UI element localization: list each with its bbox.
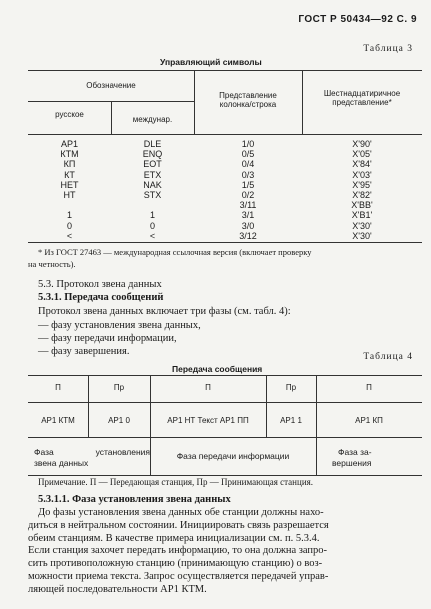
t3-row-4-pos: 0/3 xyxy=(241,169,255,180)
t3-row-1-ru: АР1 xyxy=(60,139,78,149)
table4-title: Передача сообщения xyxy=(172,364,263,374)
paragraph-line: можности приема текста. Запрос осуществляется передачей управ- xyxy=(28,571,329,582)
phase-item-1: — фазу установления звена данных, xyxy=(38,320,201,331)
t3-footnote-2: на четность). xyxy=(28,259,76,269)
t3-row-9-ru: 0 xyxy=(66,220,72,231)
t3-row-7-hex: X'BB' xyxy=(351,200,373,211)
table3-title: Управляющий символы xyxy=(160,57,262,67)
t3-row-8-hex: X'B1' xyxy=(351,210,373,221)
phase-item-2: — фазу передачи информации, xyxy=(38,333,177,344)
page-header: ГОСТ Р 50434—92 С. 9 xyxy=(298,14,417,25)
t4-header-2: Пр xyxy=(113,383,125,392)
t3-row-6-pos: 0/2 xyxy=(241,190,255,200)
t4-phase-setup-2: звена данных xyxy=(34,458,89,468)
t3-row-4-hex: X'03' xyxy=(352,169,372,180)
t3-col-pos-2: колонка/строка xyxy=(219,100,277,109)
paragraph-line: ляющей последовательности АР1 КТМ. xyxy=(28,583,207,595)
t3-row-4-intl: ETX xyxy=(143,169,162,180)
paragraph-line: До фазы установления звена данных обе станции должны нахо- xyxy=(38,507,324,518)
t4-header-1: П xyxy=(55,383,61,392)
paragraph-line: диться в нейтральном состоянии. Инициировать связь разрешается xyxy=(28,519,329,531)
t3-row-3-intl: EOT xyxy=(143,159,162,170)
t3-row-10-intl: < xyxy=(149,230,156,241)
paragraph-line: обеим станциям. В качестве примера инициализации см. п. 5.3.4. xyxy=(28,532,320,544)
paragraph-line: сить противоположную станцию (принимающую станцию) о воз- xyxy=(28,558,323,570)
t3-row-2-hex: X'05' xyxy=(352,149,372,160)
t3-row-6-hex: X'82' xyxy=(352,190,372,200)
paragraph-phases-intro: Протокол звена данных включает три фазы (см. табл. 4): xyxy=(38,306,291,317)
t4-phase-transfer: Фаза передачи информации xyxy=(176,451,290,461)
t3-row-8-pos: 3/1 xyxy=(241,210,255,221)
t3-footnote-1: * Из ГОСТ 27463 — международная ссылочная версия (включает проверку xyxy=(38,247,312,257)
t3-row-9-intl: 0 xyxy=(149,220,155,231)
t4-cell-5: АР1 КП xyxy=(355,416,383,425)
t4-cell-4: АР1 1 xyxy=(280,416,302,425)
t3-row-5-pos: 1/5 xyxy=(241,179,255,190)
t4-phase-setup-1: Фаза установления xyxy=(34,447,150,457)
t3-row-1-intl: DLE xyxy=(143,139,162,149)
t3-row-2-pos: 0/5 xyxy=(241,149,255,160)
t4-cell-1: АР1 КТМ xyxy=(41,416,75,425)
t3-row-6-intl: STX xyxy=(143,190,162,200)
t3-col-intl: междунар. xyxy=(132,115,173,124)
t3-row-10-ru: < xyxy=(66,230,73,241)
t3-row-3-hex: X'84' xyxy=(352,159,372,170)
t3-row-9-pos: 3/0 xyxy=(241,220,255,231)
t3-row-2-intl: ENQ xyxy=(142,149,163,160)
t4-header-4: Пр xyxy=(285,383,297,392)
table4-label: Таблица 4 xyxy=(363,352,413,362)
t4-header-5: П xyxy=(366,383,372,392)
t3-row-2-ru: КТМ xyxy=(60,149,79,160)
t3-col-hex-1: Шестнадцатиричное xyxy=(323,89,401,98)
t4-cell-3: АР1 НТ Текст АР1 ПП xyxy=(167,416,249,425)
t3-row-4-ru: КТ xyxy=(64,169,75,180)
t3-col-pos-1: Представление xyxy=(219,91,277,100)
t3-row-1-pos: 1/0 xyxy=(241,139,255,149)
t3-row-5-ru: НЕТ xyxy=(60,179,79,190)
t3-row-9-hex: X'30' xyxy=(352,220,372,231)
t4-cell-2: АР1 0 xyxy=(108,416,130,425)
t3-col-group: Обозначение xyxy=(86,81,136,90)
t3-row-8-intl: 1 xyxy=(149,210,155,221)
t3-row-10-hex: X'30' xyxy=(352,230,372,241)
t3-row-5-intl: NAK xyxy=(143,179,162,190)
t3-row-10-pos: 3/12 xyxy=(239,230,257,241)
t3-row-1-hex: X'90' xyxy=(352,139,372,149)
t3-row-7-pos: 3/11 xyxy=(239,200,257,211)
section-5-3-1-heading xyxy=(38,292,163,303)
paragraph-line: Если станция захочет передать информацию, то она должна запро- xyxy=(28,545,328,557)
t3-row-3-ru: КП xyxy=(63,159,76,170)
section-5-3-heading: 5.3. Протокол звена данных xyxy=(38,279,162,290)
t3-row-3-pos: 0/4 xyxy=(241,159,255,170)
t4-header-3: П xyxy=(205,383,211,392)
section-5-3-1-1-heading: 5.3.1.1. Фаза установления звена данных xyxy=(38,494,231,505)
t4-phase-end-1: Фаза за- xyxy=(338,447,372,457)
section-5-3-1-text: 5.3.1. Передача сообщений xyxy=(38,292,164,303)
t3-col-hex-2: представление* xyxy=(332,98,392,107)
table3-label: Таблица 3 xyxy=(363,44,413,54)
t3-row-6-ru: НТ xyxy=(63,190,76,200)
t4-phase-end-2: вершения xyxy=(332,458,372,468)
phase-item-3: — фазу завершения. xyxy=(38,346,130,357)
table4-note: Примечание. П — Передающая станция, Пр — Принимающая станция. xyxy=(38,477,314,487)
t3-row-8-ru: 1 xyxy=(66,210,72,221)
t3-col-ru: русское xyxy=(55,110,84,119)
t3-row-5-hex: X'95' xyxy=(352,179,372,190)
